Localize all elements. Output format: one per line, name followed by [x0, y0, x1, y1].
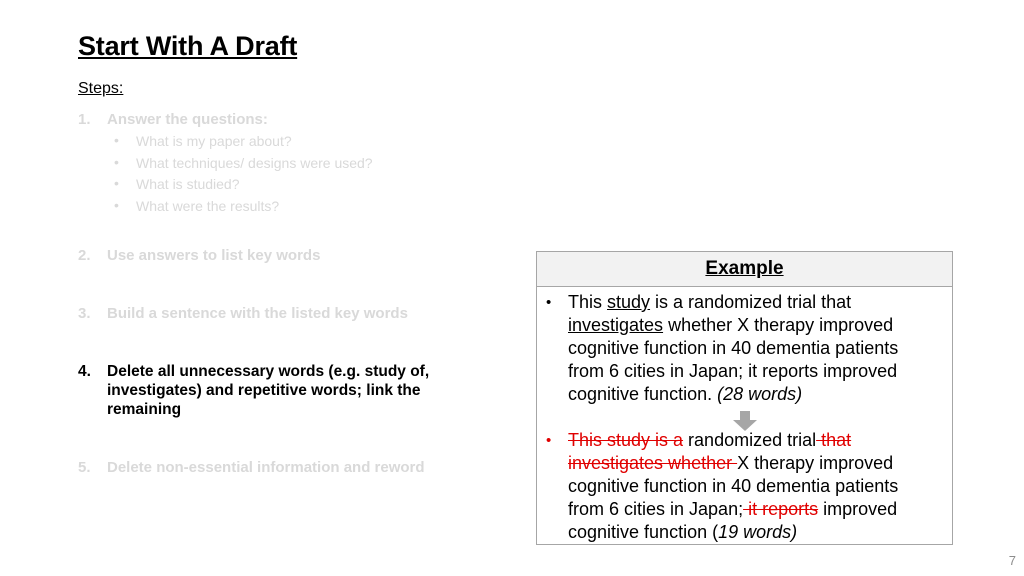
bullet-icon: •: [546, 294, 552, 311]
step-2: [78, 246, 498, 265]
step-5: [78, 458, 498, 477]
page-number: 7: [1008, 553, 1016, 568]
steps-label: Steps:: [78, 80, 124, 97]
bullet-icon: •: [114, 175, 119, 191]
underlined-word: study: [607, 292, 651, 312]
step-number: 3.: [78, 305, 91, 322]
deleted-text: that investigates whether: [568, 430, 852, 473]
step-number: 5.: [78, 459, 91, 476]
arrow-down-icon: [731, 411, 759, 431]
example-original-sentence: • This study is a randomized trial that investigates whether X therapy improved cognitive function in 40 dementia patients from 6 cities in Japan; it reports improved cognitive function. (28 words): [546, 292, 899, 404]
step-text: Delete non-essential information and reword: [107, 459, 425, 476]
question-item: • What is my paper about?: [114, 132, 292, 149]
deleted-text: it reports: [743, 499, 819, 519]
question-item: • What were the results?: [114, 197, 280, 214]
step-number: 1.: [78, 111, 91, 128]
step-text: Use answers to list key words: [107, 247, 321, 264]
step-number: 4.: [78, 363, 91, 380]
example-revised-sentence: • This study is a randomized trial that investigates whether X therapy improved cognitive function in 40 dementia patients from 6 cities in Japan; it reports improved cognitive function (19 words): [546, 430, 899, 542]
word-count: 19 words): [718, 522, 798, 542]
underlined-word: investigates: [568, 315, 664, 335]
question-item: • What is studied?: [114, 175, 240, 192]
step-text: Delete all unnecessary words (e.g. study of, investigates) and repetitive words; link the remaining: [107, 363, 430, 418]
step-4: [78, 362, 498, 419]
step-3: [78, 304, 498, 323]
slide-title: Start With A Draft: [78, 31, 298, 61]
step-text: Build a sentence with the listed key words: [107, 305, 408, 322]
step-1: [78, 110, 498, 129]
bullet-icon: •: [114, 132, 119, 148]
word-count: (28 words): [717, 384, 803, 404]
bullet-icon: •: [114, 197, 119, 213]
example-header: Example: [537, 252, 952, 287]
step-text: Answer the questions:: [107, 111, 268, 128]
bullet-icon: •: [546, 432, 552, 449]
question-item: • What techniques/ designs were used?: [114, 154, 373, 171]
bullet-icon: •: [114, 154, 119, 170]
step-number: 2.: [78, 247, 91, 264]
example-box: [536, 251, 953, 545]
deleted-text: This study is a: [568, 430, 684, 450]
